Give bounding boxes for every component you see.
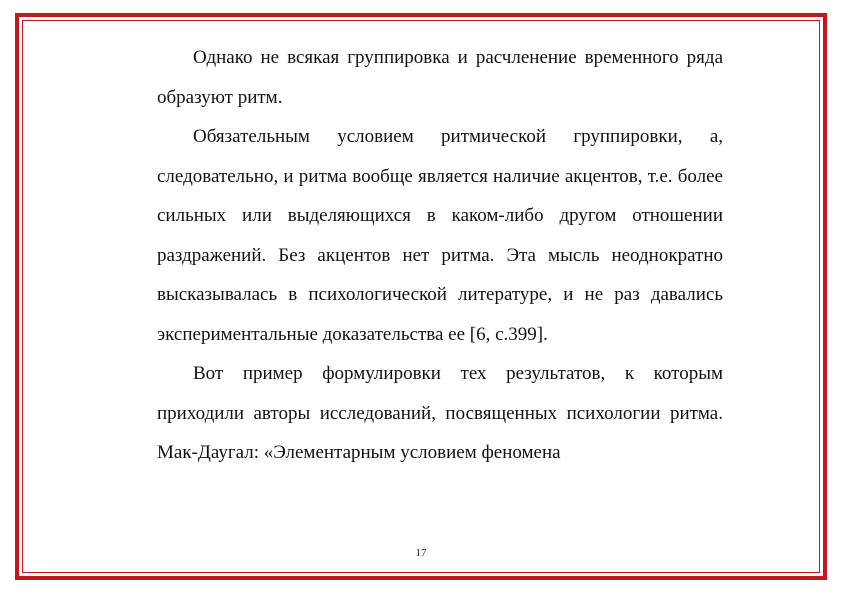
paragraph: Обязательным условием ритмической группировки, а, следовательно, и ритма вообще является наличие акцентов, т.е. более сильных или выделяющихся в каком-либо другом отношении раздражений. Без акцентов нет ритма. Эта мысль неоднократно высказывалась в психологической литературе, и не раз давались экспериментальные доказательства ее [6, с.399]. — [157, 126, 723, 345]
body-text — [157, 38, 723, 473]
paragraph: Вот пример формулировки тех результатов, к которым приходили авторы исследований, посвященных психологии ритма. Мак-Даугал: «Элементарным условием феномена — [157, 363, 723, 463]
paragraph: Однако не всякая группировка и расчленение временного ряда образуют ритм. — [157, 47, 723, 108]
page-number: 17 — [415, 547, 427, 559]
